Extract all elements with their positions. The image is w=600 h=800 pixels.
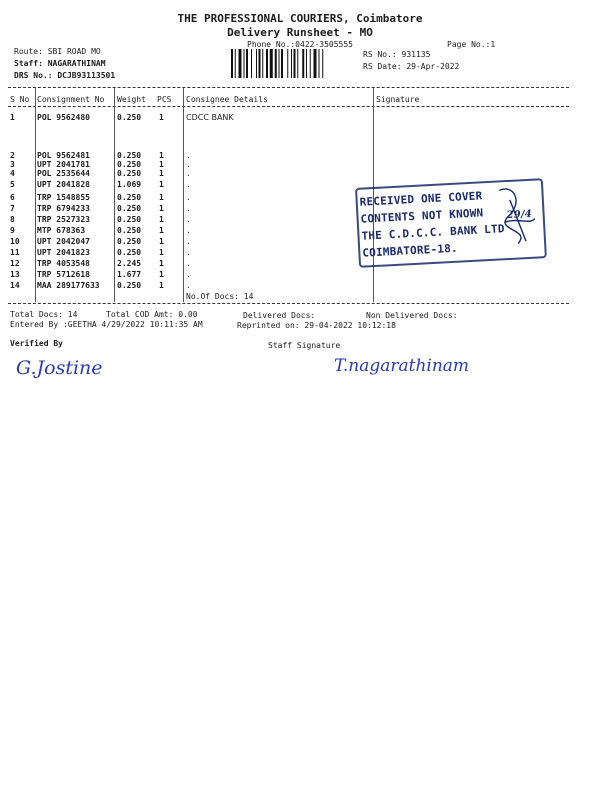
table-row-pcs: 1 <box>159 270 164 279</box>
delivered-docs: Delivered Docs: <box>243 311 316 320</box>
header-consignment: Consignment No <box>37 95 105 104</box>
col-divider-pcs <box>183 88 184 302</box>
barcode-bar <box>251 49 252 78</box>
barcode-bar <box>235 49 236 78</box>
barcode-bar <box>322 49 323 78</box>
table-row-pcs: 1 <box>159 151 164 160</box>
table-row-pcs: 1 <box>159 169 164 178</box>
table-row-weight: 0.250 <box>117 248 142 257</box>
table-row-sno: 3 <box>10 160 15 169</box>
table-row-weight: 0.250 <box>117 215 142 224</box>
non-delivered-docs: Non Delivered Docs: <box>366 311 458 320</box>
table-row-pcs: 1 <box>159 113 164 122</box>
barcode-bar <box>310 49 311 78</box>
table-row-consignment: UPT 2042047 <box>37 237 90 246</box>
no-of-docs: No.Of Docs: 14 <box>186 292 254 301</box>
stamp-line-4: COIMBATORE-18. <box>362 241 459 260</box>
table-row-weight: 0.250 <box>117 169 142 178</box>
table-row-consignment: MTP 678363 <box>37 226 86 235</box>
table-row-consignment: UPT 2041823 <box>37 248 90 257</box>
barcode-bar <box>270 49 273 78</box>
table-row-weight: 1.069 <box>117 180 142 189</box>
table-row-pcs: 1 <box>159 226 164 235</box>
barcode-bar <box>291 49 292 78</box>
table-row-details: . <box>186 180 191 189</box>
barcode-bar <box>314 49 317 78</box>
total-docs: Total Docs: 14 <box>10 310 78 319</box>
staff-signature-label: Staff Signature <box>268 341 341 350</box>
barcode-bar <box>244 49 245 78</box>
table-row-consignment: TRP 2527323 <box>37 215 90 224</box>
header-signature: Signature <box>376 95 420 104</box>
col-divider-consignment <box>114 88 115 302</box>
barcode-bar <box>306 49 307 78</box>
table-row-details: . <box>186 226 191 235</box>
stamp-line-1: RECEIVED ONE COVER <box>359 189 483 209</box>
table-row-sno: 4 <box>10 169 15 178</box>
table-row-pcs: 1 <box>159 259 164 268</box>
table-row-sno: 1 <box>10 113 15 122</box>
table-row-sno: 14 <box>10 281 20 290</box>
barcode-bar <box>297 49 298 78</box>
verified-by-signature: G.Jostine <box>16 357 103 379</box>
header-details: Consignee Details <box>186 95 268 104</box>
barcode-bar <box>231 49 233 78</box>
barcode-bar <box>294 49 296 78</box>
table-row-details: . <box>186 169 191 178</box>
table-row-sno: 8 <box>10 215 15 224</box>
table-row-pcs: 1 <box>159 180 164 189</box>
table-row-details: . <box>186 259 191 268</box>
table-bottom-rule <box>8 303 569 304</box>
barcode-bar <box>279 49 280 78</box>
table-row-consignment: UPT 2041781 <box>37 160 90 169</box>
table-row-consignment: TRP 6794233 <box>37 204 90 213</box>
table-row-details: . <box>186 237 191 246</box>
table-row-sno: 12 <box>10 259 20 268</box>
table-row-sno: 11 <box>10 248 20 257</box>
header-weight: Weight <box>117 95 146 104</box>
barcode-bar <box>246 49 248 78</box>
staff-label: Staff: NAGARATHINAM <box>14 59 106 68</box>
table-row-pcs: 1 <box>159 204 164 213</box>
table-row-details: . <box>186 160 191 169</box>
table-row-weight: 0.250 <box>117 204 142 213</box>
table-row-details: . <box>186 215 191 224</box>
page-number: Page No.:1 <box>447 40 496 49</box>
rs-date: RS Date: 29-Apr-2022 <box>363 62 460 71</box>
table-row-sno: 13 <box>10 270 20 279</box>
entered-by: Entered By :GEETHA 4/29/2022 10:11:35 AM <box>10 320 203 329</box>
table-row-details: . <box>186 193 191 202</box>
route-label: Route: SBI ROAD MO <box>14 47 101 56</box>
table-row-sno: 2 <box>10 151 15 160</box>
barcode-bar <box>266 49 268 78</box>
barcode-bar <box>275 49 277 78</box>
table-row-consignment: POL 9562481 <box>37 151 90 160</box>
runsheet-title: Delivery Runsheet - MO <box>227 26 373 39</box>
table-row-weight: 0.250 <box>117 193 142 202</box>
reprinted-on: Reprinted on: 29-04-2022 10:12:18 <box>237 321 396 330</box>
table-row-sno: 6 <box>10 193 15 202</box>
rs-number: RS No.: 931135 <box>363 50 431 59</box>
table-row-weight: 0.250 <box>117 151 142 160</box>
table-row-consignment: TRP 4053548 <box>37 259 90 268</box>
table-row-details: CDCC BANK <box>186 113 234 122</box>
barcode-bar <box>281 49 283 78</box>
table-row-pcs: 1 <box>159 160 164 169</box>
header-bottom-rule <box>8 106 569 107</box>
stamp-line-3: THE C.D.C.C. BANK LTD <box>361 222 505 243</box>
table-row-pcs: 1 <box>159 193 164 202</box>
table-row-weight: 0.250 <box>117 113 142 122</box>
table-row-consignment: UPT 2041828 <box>37 180 90 189</box>
barcode-bar <box>287 49 288 78</box>
table-row-weight: 0.250 <box>117 281 142 290</box>
table-row-sno: 7 <box>10 204 15 213</box>
phone-number: Phone No.:0422-3505555 <box>247 40 353 49</box>
table-row-consignment: POL 2535644 <box>37 169 90 178</box>
table-row-details: . <box>186 248 191 257</box>
table-row-sno: 10 <box>10 237 20 246</box>
barcode-bar <box>302 49 304 78</box>
table-row-details: . <box>186 270 191 279</box>
barcode-bar <box>256 49 257 78</box>
table-row-consignment: TRP 5712618 <box>37 270 90 279</box>
table-row-consignment: POL 9562480 <box>37 113 90 122</box>
table-row-pcs: 1 <box>159 248 164 257</box>
table-row-consignment: TRP 1548855 <box>37 193 90 202</box>
table-row-consignment: MAA 289177633 <box>37 281 100 290</box>
table-row-weight: 0.250 <box>117 160 142 169</box>
table-row-weight: 0.250 <box>117 237 142 246</box>
stamp-line-2: CONTENTS NOT KNOWN <box>360 206 484 226</box>
company-title: THE PROFESSIONAL COURIERS, Coimbatore <box>177 12 423 25</box>
total-cod-amount: Total COD Amt: 0.00 <box>106 310 198 319</box>
table-row-sno: 9 <box>10 226 15 235</box>
table-row-pcs: 1 <box>159 237 164 246</box>
barcode-bar <box>239 49 242 78</box>
table-row-weight: 0.250 <box>117 226 142 235</box>
barcode-bar <box>262 49 263 78</box>
staff-signature: T.nagarathinam <box>334 356 470 376</box>
verified-by-label: Verified By <box>10 339 63 348</box>
stamp-date-note: 29/4 <box>506 208 533 222</box>
barcode-bar <box>319 49 320 78</box>
col-divider-sno <box>35 88 36 302</box>
bank-received-stamp <box>355 178 547 270</box>
table-row-weight: 1.677 <box>117 270 142 279</box>
table-row-pcs: 1 <box>159 281 164 290</box>
table-row-pcs: 1 <box>159 215 164 224</box>
table-top-rule <box>8 87 569 88</box>
table-row-weight: 2.245 <box>117 259 142 268</box>
table-row-details: . <box>186 204 191 213</box>
barcode-image <box>231 49 349 78</box>
drs-number: DRS No.: DCJB93113501 <box>14 71 116 80</box>
barcode-bar <box>259 49 261 78</box>
table-row-details: . <box>186 281 191 290</box>
header-sno: S No <box>10 95 30 104</box>
table-row-sno: 5 <box>10 180 15 189</box>
table-row-details: . <box>186 151 191 160</box>
header-pcs: PCS <box>157 95 172 104</box>
